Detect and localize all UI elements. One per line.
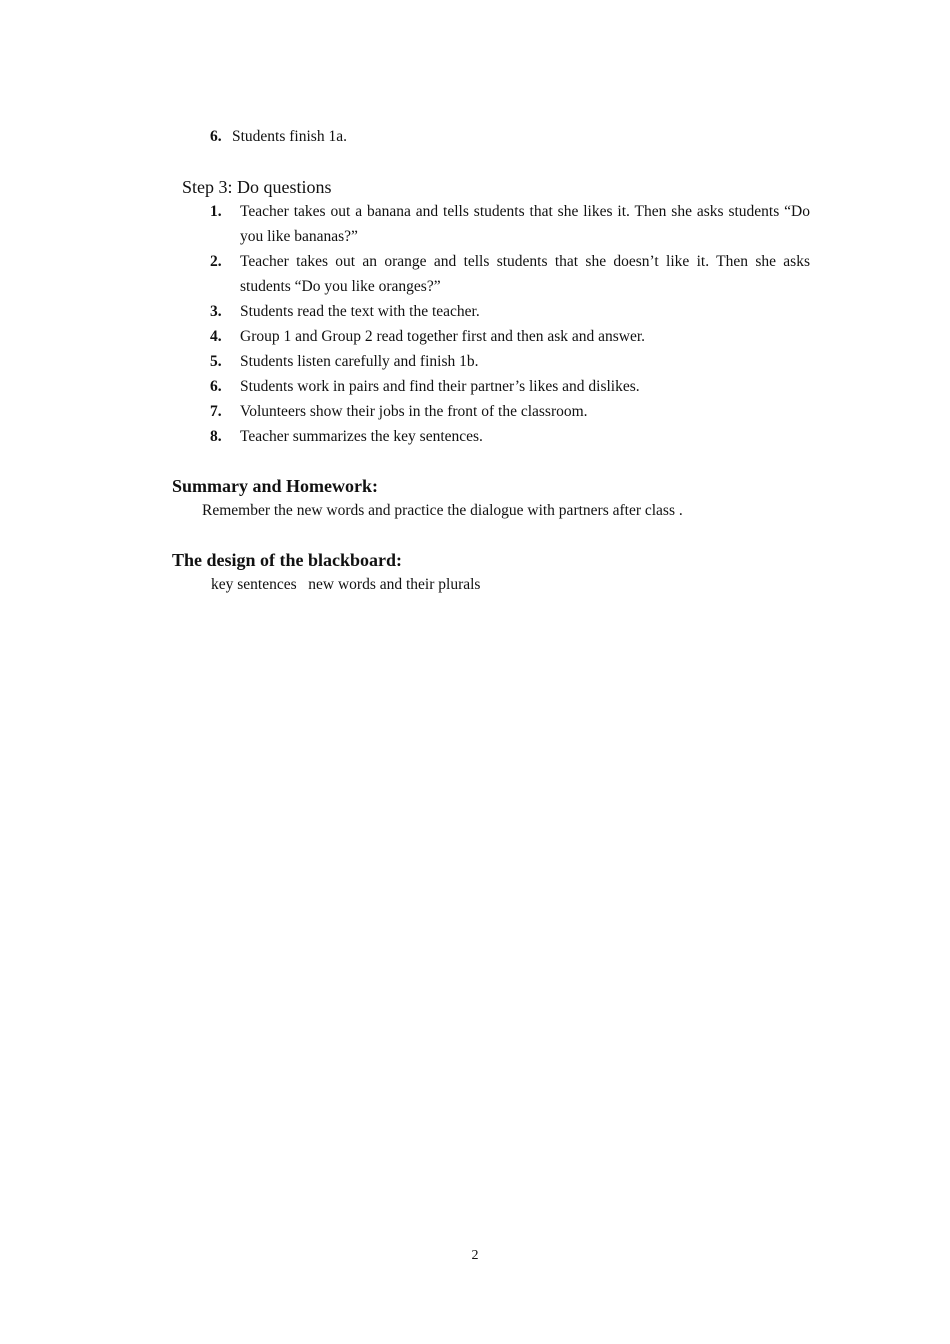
list-item-text: Teacher summarizes the key sentences.: [240, 428, 483, 445]
list-item-number: 4.: [210, 328, 222, 345]
list-item-number: 6.: [210, 378, 222, 395]
step3-list: [210, 199, 810, 449]
list-item-text: Volunteers show their jobs in the front of the classroom.: [240, 403, 588, 420]
list-item-number: 5.: [210, 353, 222, 370]
list-item: [210, 199, 810, 249]
prev-list-item-text: Students finish 1a.: [232, 128, 347, 145]
list-item-number: 8.: [210, 428, 222, 445]
list-item-text: Group 1 and Group 2 read together first and then ask and answer.: [240, 328, 646, 345]
list-item-text: Students read the text with the teacher.: [240, 303, 480, 320]
blackboard-text: key sentences new words and their plurals: [211, 576, 481, 593]
prev-list-number: 6.: [210, 128, 222, 145]
list-item: [210, 349, 810, 374]
blackboard-heading: The design of the blackboard:: [172, 550, 403, 570]
page-number: 2: [471, 1248, 479, 1263]
list-item: [210, 324, 810, 349]
list-item-number: 3.: [210, 303, 222, 320]
summary-heading: Summary and Homework:: [172, 476, 378, 496]
step3-heading: Step 3: Do questions: [182, 177, 332, 197]
list-item-text: Students listen carefully and finish 1b.: [240, 353, 479, 370]
list-item-text: Teacher takes out an orange and tells students that she doesn’t like it. Then she asks students “Do you like oranges?”: [240, 253, 810, 295]
list-item-number: 7.: [210, 403, 222, 420]
list-item-number: 1.: [210, 203, 222, 220]
summary-text: Remember the new words and practice the dialogue with partners after class .: [202, 502, 683, 519]
list-item: [210, 249, 810, 299]
list-item-text: Teacher takes out a banana and tells students that she likes it. Then she asks students “Do you like bananas?”: [240, 203, 810, 245]
list-item: [210, 424, 810, 449]
list-item: [210, 399, 810, 424]
list-item-number: 2.: [210, 253, 222, 270]
list-item-text: Students work in pairs and find their partner’s likes and dislikes.: [240, 378, 640, 395]
list-item: [210, 374, 810, 399]
list-item: [210, 299, 810, 324]
